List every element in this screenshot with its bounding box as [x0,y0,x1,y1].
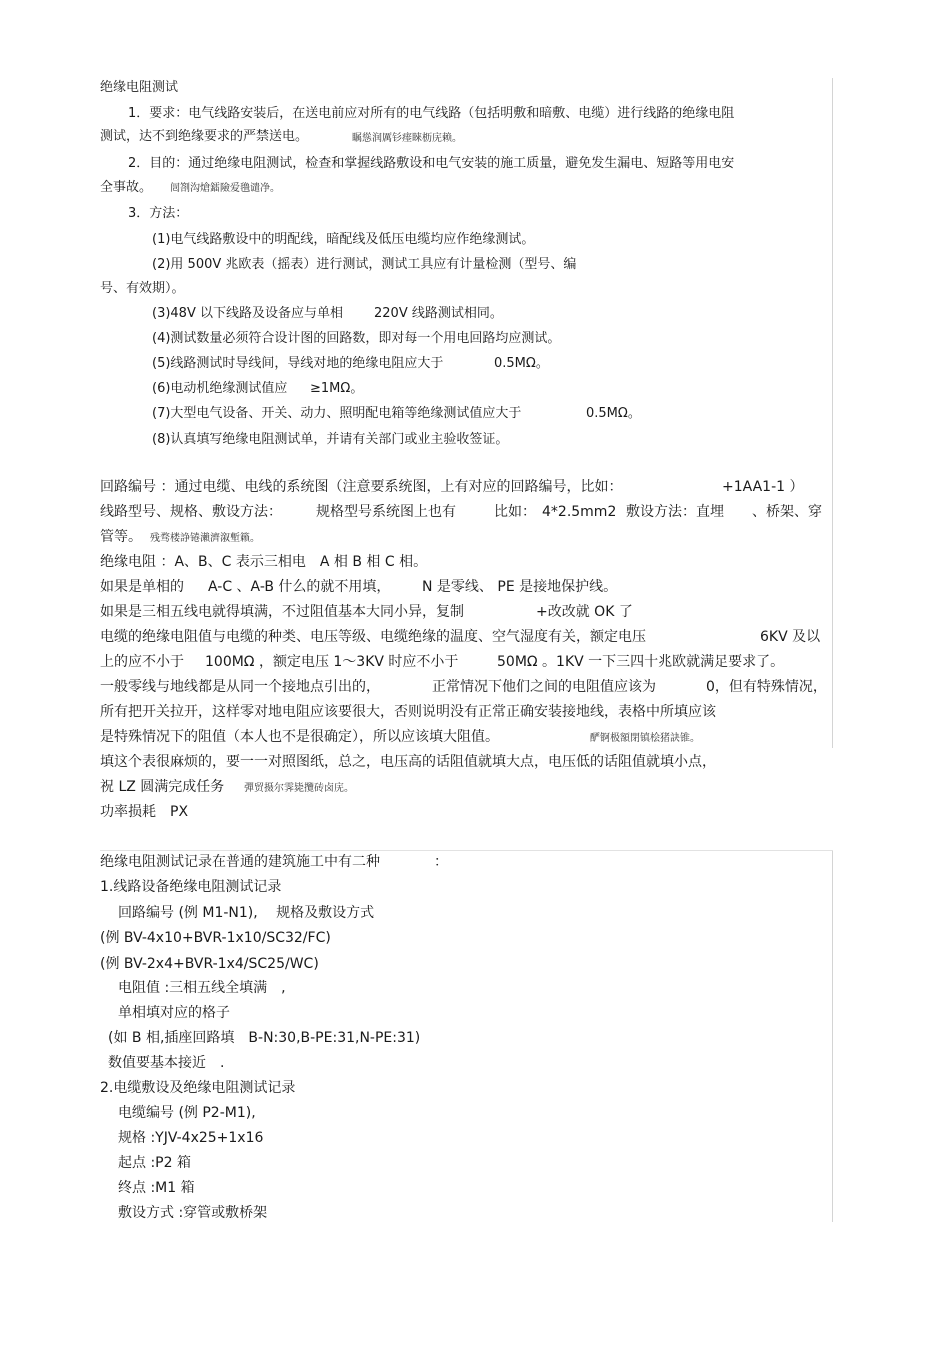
requirement-note: 瞩慫润厲钐瘗睞枥庑赖。 [352,133,462,144]
note-line-8a: 上的应不小于 [100,654,184,670]
note-line-9c: 0，但有特殊情况， [706,679,827,695]
requirement-line-1: 1．要求：电气线路安装后，在送电前应对所有的电气线路（包括明敷和暗敷、电缆）进行线路的绝缘电阻 [128,106,735,121]
method-item-6b: ≥1MΩ。 [310,381,364,396]
method-item-8: (8)认真填写绝缘电阻测试单，并请有关部门或业主验收签证。 [152,432,509,447]
doc-title: 绝缘电阻测试 [100,80,179,95]
note-line-12: 填这个表很麻烦的，要一一对照图纸，总之，电压高的话阻值就填大点，电压低的话阻值就填小点， [100,754,716,770]
section-divider [100,850,833,851]
note-line-13: 祝 LZ 圆满完成任务 [100,779,225,795]
method-item-2-cont: 号、有效期）。 [100,281,185,296]
method-item-7b: 0.5MΩ。 [586,406,641,421]
note-line-2c: 比如： [494,504,536,520]
note-line-13-note: 彈贸摄尔霁毙攬砖卤庑。 [244,783,354,794]
note-line-7a: 电缆的绝缘电阻值与电缆的种类、电压等级、电缆绝缘的温度、空气湿度有关，额定电压 [100,629,646,645]
record-1-line-g: 数值要基本接近 . [108,1055,225,1071]
record-1-line-c: (例 BV-2x4+BVR-1x4/SC25/WC) [100,956,319,972]
aim-note: 闿劄沟熗鐳險爱氇谴净。 [170,183,280,194]
record-2-line-d: 终点 :M1 箱 [118,1180,195,1196]
aim-line-1: 2．目的：通过绝缘电阻测试，检查和掌握线路敷设和电气安装的施工质量，避免发生漏电、短路等用电安 [128,156,735,171]
record-2-heading: 2.电缆敷设及绝缘电阻测试记录 [100,1080,296,1096]
method-item-7a: (7)大型电气设备、开关、动力、照明配电箱等绝缘测试值应大于 [152,406,522,421]
record-1-heading: 1.线路设备绝缘电阻测试记录 [100,879,282,895]
requirement-line-2: 测试，达不到绝缘要求的严禁送电。 [100,129,309,144]
method-item-5b: 0.5MΩ。 [494,356,549,371]
note-line-9b: 正常情况下他们之间的电阻值应该为 [432,679,656,695]
method-item-4: (4)测试数量必须符合设计图的回路数，即对每一个用电回路均应测试。 [152,331,561,346]
method-heading: 3．方法： [128,206,189,221]
note-line-5a: 如果是单相的 [100,579,184,595]
note-line-6a: 如果是三相五线电就得填满，不过阻值基本大同小异，复制 [100,604,464,620]
note-line-2f: 、桥架、穿 [752,504,822,520]
note-line-2b: 规格型号系统图上也有 [316,504,456,520]
note-line-7b: 6KV 及以 [760,629,821,645]
record-2-line-e: 敷设方式 :穿管或敷桥架 [118,1205,268,1221]
note-line-11: 是特殊情况下的阻值（本人也不是很确定），所以应该填大阻值。 [100,729,499,745]
note-line-3: 管等。 [100,529,142,545]
note-line-6b: +改改就 OK 了 [536,604,633,620]
method-item-2: (2)用 500V 兆欧表（摇表）进行测试，测试工具应有计量检测（型号、编 [152,257,577,272]
note-line-1a: 回路编号 ：通过电缆、电线的系统图（注意要系统图，上有对应的回路编号，比如： [100,479,623,495]
right-margin-rule [832,78,833,748]
records-intro: 绝缘电阻测试记录在普通的建筑施工中有二种 [100,854,380,870]
note-line-1b: +1AA1-1 ） [722,479,804,495]
record-1-line-b: (例 BV-4x10+BVR-1x10/SC32/FC) [100,930,331,946]
note-line-14: 功率损耗 PX [100,804,189,820]
record-1-line-a: 回路编号 (例 M1-N1), 规格及敷设方式 [118,905,375,921]
record-1-line-d: 电阻值 :三相五线全填满 , [118,980,286,996]
record-1-line-e: 单相填对应的格子 [118,1005,230,1021]
method-item-6a: (6)电动机绝缘测试值应 [152,381,288,396]
records-intro-colon: ： [434,854,448,870]
note-line-11-note: 酽锕极額閉镇桧猪訣锥。 [590,733,700,744]
method-item-3b: 220V 线路测试相同。 [374,306,503,321]
note-line-2a: 线路型号、规格、敷设方法： [100,504,282,520]
method-item-3a: (3)48V 以下线路及设备应与单相 [152,306,343,321]
note-line-5b: A-C 、A-B 什么的就不用填， [208,579,391,595]
note-line-9a: 一般零线与地线都是从同一个接地点引出的， [100,679,380,695]
note-line-8b: 100MΩ ，额定电压 1～3KV 时应不小于 [205,654,459,670]
aim-line-2: 全事故。 [100,180,153,195]
method-item-5a: (5)线路测试时导线间，导线对地的绝缘电阻应大于 [152,356,444,371]
right-margin-rule-lower [832,850,833,1222]
note-line-2d: 4*2.5mm2 [542,504,617,520]
record-1-line-f: (如 B 相,插座回路填 B-N:30,B-PE:31,N-PE:31) [108,1030,421,1046]
note-line-8c: 50MΩ 。1KV 一下三四十兆欧就满足要求了。 [497,654,785,670]
note-line-3-note: 残骛楼諍锩瀨濟溆塹籟。 [150,533,260,544]
note-line-2e: 敷设方法：直埋 [626,504,724,520]
note-line-4: 绝缘电阻 ：A、B、C 表示三相电 A 相 B 相 C 相。 [100,554,428,570]
note-line-5c: N 是零线、 PE 是接地保护线。 [422,579,618,595]
method-item-1: (1)电气线路敷设中的明配线，暗配线及低压电缆均应作绝缘测试。 [152,232,535,247]
record-2-line-a: 电缆编号 (例 P2-M1), [118,1105,256,1121]
record-2-line-c: 起点 :P2 箱 [118,1155,191,1171]
record-2-line-b: 规格 :YJV-4x25+1x16 [118,1130,264,1146]
note-line-10: 所有把开关拉开，这样零对地电阻应该要很大，否则说明没有正常正确安装接地线，表格中所填应该 [100,704,716,720]
